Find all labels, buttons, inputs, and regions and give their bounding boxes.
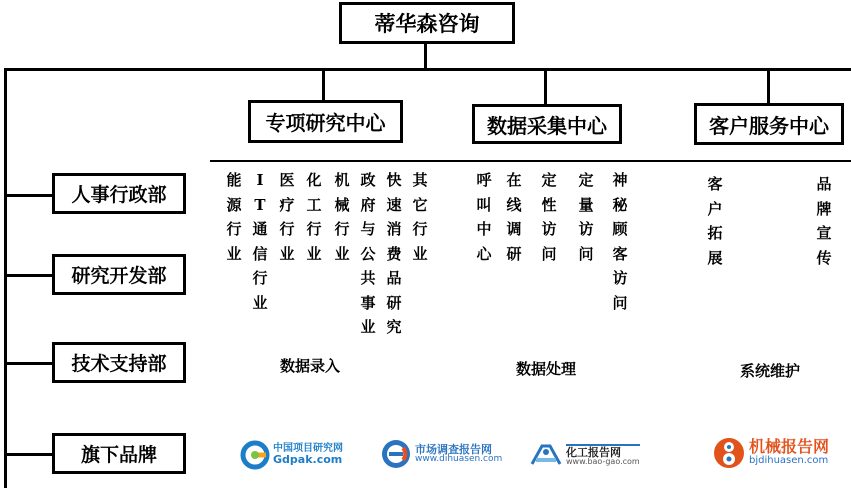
subitem-machinery: 机械行业 xyxy=(334,171,350,263)
center-box-data-collection xyxy=(472,104,622,144)
brand-logo-project-research[interactable] xyxy=(240,438,360,472)
subitem-quantitative: 定量访问 xyxy=(578,171,594,263)
dept-label: 技术支持部 xyxy=(71,353,167,375)
brand-url: www.dihuasen.com xyxy=(415,454,503,465)
dept-label: 研究开发部 xyxy=(71,265,167,287)
center-label: 数据采集中心 xyxy=(487,113,607,138)
company-box xyxy=(339,2,515,44)
brand-name: 市场调查报告网 xyxy=(415,442,492,456)
brand-logo-market-research[interactable] xyxy=(380,436,510,472)
brand-logo-chemical-report[interactable] xyxy=(528,438,678,472)
subitem-chemical: 化工行业 xyxy=(306,171,322,263)
brand-name: 机械报告网 xyxy=(749,437,830,457)
root-stem xyxy=(424,44,427,70)
center-label: 客户服务中心 xyxy=(709,113,829,138)
dept-box-tech-support xyxy=(52,342,186,383)
brand-name: 中国项目研究网 xyxy=(273,442,343,454)
dept-label: 旗下品牌 xyxy=(80,444,157,466)
g-swirl-icon xyxy=(240,440,270,470)
center-box-research xyxy=(248,100,403,143)
main-horizontal-line xyxy=(4,68,851,71)
brand-name: 化工报告网 xyxy=(566,444,640,459)
dept-box-rnd xyxy=(52,254,186,295)
subitem-mystery-shopper: 神秘顾客访问 xyxy=(612,171,628,312)
subitem-energy: 能源行业 xyxy=(226,171,242,263)
flask-icon xyxy=(528,440,564,470)
subitem-qualitative: 定性访问 xyxy=(541,171,557,263)
dept-box-hr-admin xyxy=(52,173,186,214)
label-data-processing: 数据处理 xyxy=(516,360,577,378)
subitem-it-telecom: IT通信行业 xyxy=(252,171,268,312)
dept-branch-3 xyxy=(4,362,54,365)
subitem-divider xyxy=(210,160,851,162)
center-box-customer-service xyxy=(694,103,844,145)
circle-e-icon xyxy=(380,438,412,470)
label-system-maintenance: 系统维护 xyxy=(740,362,801,380)
left-vertical-trunk xyxy=(4,68,7,488)
subitem-call-center: 呼叫中心 xyxy=(476,171,492,263)
subitem-other: 其它行业 xyxy=(412,171,428,263)
brand-logo-machinery-report[interactable] xyxy=(712,434,851,472)
dept-branch-1 xyxy=(4,194,54,197)
label-data-entry: 数据录入 xyxy=(280,357,341,375)
dept-box-brands xyxy=(52,433,186,474)
subitem-online-survey: 在线调研 xyxy=(506,171,522,263)
brand-url: www.bao-gao.com xyxy=(566,457,640,467)
subitem-client-expansion: 客户拓展 xyxy=(707,175,723,267)
center-label: 专项研究中心 xyxy=(265,111,386,135)
gear-8-icon xyxy=(712,436,746,470)
subitem-fmcg: 快速消费品研究 xyxy=(386,171,402,336)
subitem-government: 政府与公共事业 xyxy=(360,171,376,336)
brand-url: bjdihuasen.com xyxy=(749,455,829,467)
company-name: 蒂华森咨询 xyxy=(374,11,480,36)
subitem-brand-promotion: 品牌宣传 xyxy=(816,175,832,267)
brand-url: Gdpak.com xyxy=(273,453,343,467)
dept-branch-2 xyxy=(4,274,54,277)
dept-label: 人事行政部 xyxy=(71,184,167,206)
subitem-medical: 医疗行业 xyxy=(279,171,295,263)
dept-branch-4 xyxy=(4,453,54,456)
center-stem-1 xyxy=(322,70,325,102)
center-stem-2 xyxy=(544,70,547,106)
center-stem-3 xyxy=(767,70,770,104)
